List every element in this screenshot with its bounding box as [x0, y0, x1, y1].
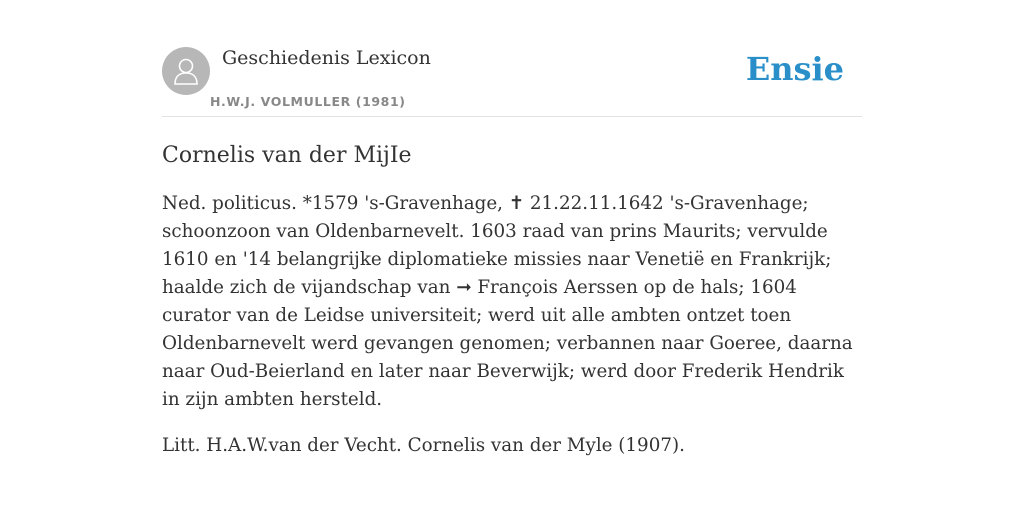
- page-header: [162, 46, 862, 117]
- author-link[interactable]: H.W.J. VOLMULLER (1981): [210, 94, 406, 109]
- entry-page: [162, 46, 862, 460]
- lexicon-title-link[interactable]: Geschiedenis Lexicon: [222, 47, 431, 69]
- ensie-logo[interactable]: Ensie: [745, 50, 844, 88]
- literature-reference: Litt. H.A.W.van der Vecht. Cornelis van der Myle (1907).: [162, 435, 685, 456]
- entry-title: Cornelis van der MijIe: [162, 143, 412, 168]
- avatar[interactable]: [162, 47, 210, 95]
- entry-body: Ned. politicus. *1579 's-Gravenhage, ✝ 21.22.11.1642 's-Gravenhage; schoonzoon van Oldenbarnevelt. 1603 raad van prins Maurits; vervulde 1610 en '14 belangrijke diplomatieke missies naar Venetië en Frankrijk; haalde zich de vijandschap van ➞ François Aerssen op de hals; 1604 curator van de Leidse universiteit; werd uit alle ambten ontzet toen Oldenbarnevelt werd gevangen genomen; verbannen naar Goeree, daarna naar Oud-Beierland en later naar Beverwijk; werd door Frederik Hendrik in zijn ambten hersteld.: [162, 193, 853, 410]
- user-silhouette-icon: [172, 56, 200, 86]
